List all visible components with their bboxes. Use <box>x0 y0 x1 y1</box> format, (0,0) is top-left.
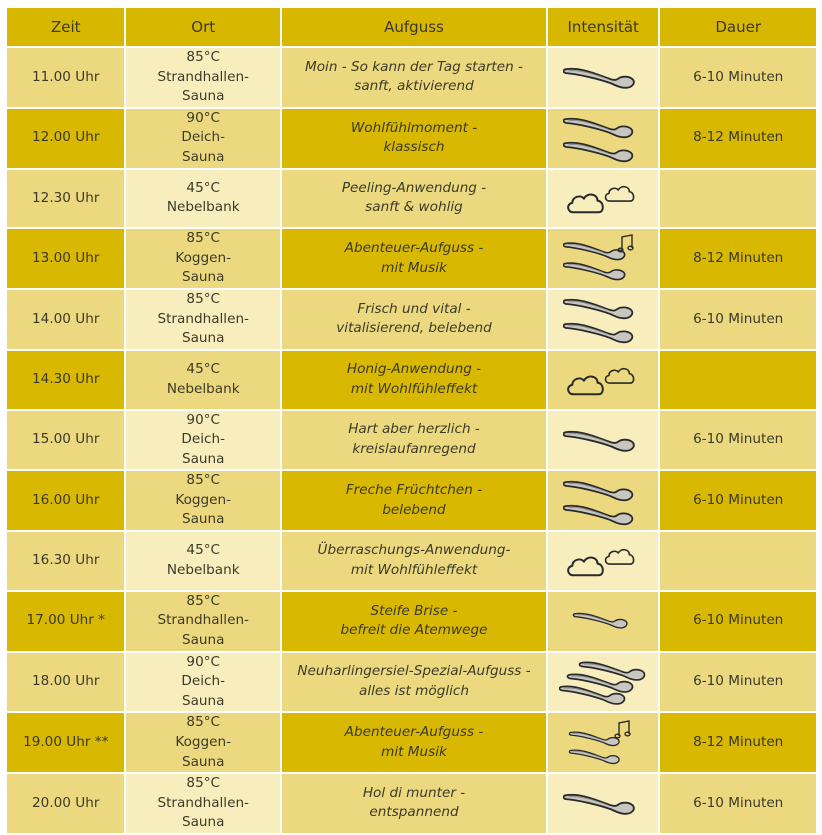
cell-zeit: 14.30 Uhr <box>7 351 124 409</box>
aufguss-line: Hart aber herzlich - <box>348 421 480 438</box>
table-row <box>7 592 816 651</box>
ort-line: 90°C <box>186 653 221 670</box>
cell-intensitaet <box>548 170 658 228</box>
cell-ort <box>126 774 280 833</box>
cell-zeit: 13.00 Uhr <box>7 229 124 288</box>
cell-intensitaet <box>548 229 658 288</box>
ort-line: 45°C <box>186 361 221 378</box>
ort-line: Nebelbank <box>166 561 240 578</box>
cell-ort <box>126 351 280 409</box>
cell-dauer: 6-10 Minuten <box>660 411 816 470</box>
one-spoon-icon <box>563 606 643 636</box>
one-spoon-icon <box>563 423 643 457</box>
cell-intensitaet <box>548 351 658 409</box>
clouds-icon <box>565 179 641 217</box>
cell-aufguss <box>282 229 546 288</box>
ort-line: 85°C <box>186 291 221 308</box>
cell-ort <box>126 653 280 712</box>
aufguss-line: befreit die Atemwege <box>340 622 488 639</box>
one-spoon-icon <box>563 786 643 820</box>
ort-line: Strandhallen- <box>157 310 249 327</box>
ort-line: Deich- <box>181 673 226 690</box>
aufguss-line: Neuharlingersiel-Spezial-Aufguss - <box>297 663 531 680</box>
cell-aufguss <box>282 471 546 530</box>
cell-aufguss <box>282 170 546 228</box>
aufguss-line: Honig-Anwendung - <box>346 361 482 378</box>
ort-line: Koggen- <box>175 491 232 508</box>
cell-zeit: 15.00 Uhr <box>7 411 124 470</box>
cell-ort <box>126 229 280 288</box>
two-spoons-icon <box>563 474 643 528</box>
schedule-body <box>7 48 816 833</box>
cell-aufguss <box>282 532 546 590</box>
ort-line: Sauna <box>181 148 225 165</box>
aufguss-line: Abenteuer-Aufguss - <box>344 240 484 257</box>
cell-dauer: 8-12 Minuten <box>660 229 816 288</box>
cell-ort <box>126 592 280 651</box>
ort-line: 85°C <box>186 49 221 65</box>
aufguss-line: Peeling-Anwendung - <box>341 179 487 196</box>
ort-line: 90°C <box>186 411 221 428</box>
cell-zeit: 19.00 Uhr ** <box>7 713 124 772</box>
ort-line: Sauna <box>181 269 225 286</box>
cell-ort <box>126 109 280 168</box>
ort-line: Sauna <box>181 631 225 648</box>
two-spoons-icon <box>563 292 643 346</box>
ort-line: 45°C <box>186 179 221 196</box>
header-dauer: Dauer <box>660 8 816 46</box>
aufguss-line: Abenteuer-Aufguss - <box>344 724 484 741</box>
cell-zeit: 20.00 Uhr <box>7 774 124 833</box>
header-aufguss: Aufguss <box>282 8 546 46</box>
cell-aufguss <box>282 653 546 712</box>
cell-aufguss <box>282 411 546 470</box>
ort-line: 85°C <box>186 775 221 792</box>
cell-intensitaet <box>548 471 658 530</box>
cell-dauer <box>660 532 816 590</box>
cell-ort <box>126 532 280 590</box>
ort-line: Strandhallen- <box>157 612 249 629</box>
cell-aufguss <box>282 109 546 168</box>
ort-line: Sauna <box>181 814 225 831</box>
cell-aufguss <box>282 713 546 772</box>
ort-line: Nebelbank <box>166 380 240 397</box>
cell-zeit: 12.30 Uhr <box>7 170 124 228</box>
cell-intensitaet <box>548 532 658 590</box>
table-row <box>7 774 816 833</box>
cell-zeit: 11.00 Uhr <box>7 48 124 107</box>
cell-zeit: 12.00 Uhr <box>7 109 124 168</box>
aufguss-line: vitalisierend, belebend <box>336 320 492 337</box>
two-spoons-icon <box>563 111 643 165</box>
table-row <box>7 411 816 470</box>
cell-dauer: 6-10 Minuten <box>660 592 816 651</box>
ort-line: Koggen- <box>175 733 232 750</box>
aufguss-line: Freche Früchtchen - <box>345 482 483 499</box>
header-ort: Ort <box>126 8 280 46</box>
cell-dauer <box>660 351 816 409</box>
clouds-icon <box>565 361 641 399</box>
cell-intensitaet <box>548 290 658 349</box>
cell-zeit: 17.00 Uhr * <box>7 592 124 651</box>
cell-intensitaet <box>548 592 658 651</box>
ort-line: Strandhallen- <box>157 68 249 85</box>
cell-dauer: 6-10 Minuten <box>660 774 816 833</box>
ort-line: Nebelbank <box>166 199 240 216</box>
cell-intensitaet <box>548 774 658 833</box>
header-zeit: Zeit <box>7 8 124 46</box>
table-row <box>7 471 816 530</box>
cell-dauer: 6-10 Minuten <box>660 48 816 107</box>
aufguss-line: kreislaufanregend <box>352 440 476 457</box>
table-row <box>7 713 816 772</box>
cell-zeit: 14.00 Uhr <box>7 290 124 349</box>
cell-aufguss <box>282 290 546 349</box>
cell-dauer: 8-12 Minuten <box>660 713 816 772</box>
cell-aufguss <box>282 592 546 651</box>
ort-line: Sauna <box>181 511 225 528</box>
clouds-icon <box>565 542 641 580</box>
cell-zeit: 16.30 Uhr <box>7 532 124 590</box>
aufguss-line: sanft, aktivierend <box>354 78 474 95</box>
ort-line: 85°C <box>186 230 221 247</box>
aufguss-line: mit Wohlfühleffekt <box>350 561 478 578</box>
one-spoon-icon <box>563 60 643 94</box>
ort-line: Sauna <box>181 330 225 347</box>
table-row <box>7 170 816 228</box>
aufguss-line: mit Wohlfühleffekt <box>350 380 478 397</box>
aufguss-line: Wohlfühlmoment - <box>350 119 478 136</box>
table-row <box>7 351 816 409</box>
ort-line: Sauna <box>181 753 225 770</box>
cell-intensitaet <box>548 653 658 712</box>
table-row <box>7 290 816 349</box>
aufguss-line: mit Musik <box>381 743 447 760</box>
ort-line: Strandhallen- <box>157 794 249 811</box>
aufguss-line: mit Musik <box>381 259 447 276</box>
aufguss-line: Frisch und vital - <box>357 300 471 317</box>
cell-ort <box>126 48 280 107</box>
ort-line: 45°C <box>186 542 221 559</box>
cell-intensitaet <box>548 109 658 168</box>
cell-ort <box>126 713 280 772</box>
table-row <box>7 109 816 168</box>
aufguss-line: Hol di munter - <box>362 784 466 801</box>
cell-dauer: 8-12 Minuten <box>660 109 816 168</box>
ort-line: Deich- <box>181 431 226 448</box>
table-row <box>7 653 816 712</box>
cell-aufguss <box>282 48 546 107</box>
cell-dauer: 6-10 Minuten <box>660 290 816 349</box>
ort-line: Sauna <box>181 450 225 467</box>
cell-intensitaet <box>548 411 658 470</box>
ort-line: Koggen- <box>175 249 232 266</box>
aufguss-line: belebend <box>382 501 446 518</box>
cell-zeit: 16.00 Uhr <box>7 471 124 530</box>
ort-line: 85°C <box>186 592 221 609</box>
cell-ort <box>126 411 280 470</box>
ort-line: Deich- <box>181 129 226 146</box>
two-spoons-music-icon <box>563 232 643 286</box>
sauna-schedule-table <box>5 6 818 835</box>
cell-dauer: 6-10 Minuten <box>660 653 816 712</box>
header-row <box>7 8 816 46</box>
aufguss-line: Steife Brise - <box>370 602 458 619</box>
cell-zeit: 18.00 Uhr <box>7 653 124 712</box>
aufguss-line: sanft & wohlig <box>365 199 463 216</box>
aufguss-line: alles ist möglich <box>358 682 469 699</box>
cell-intensitaet <box>548 713 658 772</box>
table-row <box>7 48 816 107</box>
ort-line: 85°C <box>186 714 221 731</box>
aufguss-line: entspannend <box>369 804 459 821</box>
cell-intensitaet <box>548 48 658 107</box>
cell-dauer <box>660 170 816 228</box>
table-row <box>7 229 816 288</box>
aufguss-line: Moin - So kann der Tag starten - <box>305 58 523 75</box>
ort-line: Sauna <box>181 88 225 105</box>
header-intensitaet: Intensität <box>548 8 658 46</box>
two-spoons-music-icon <box>563 716 643 770</box>
cell-aufguss <box>282 351 546 409</box>
cell-ort <box>126 471 280 530</box>
ort-line: Sauna <box>181 692 225 709</box>
table-row <box>7 532 816 590</box>
cell-dauer: 6-10 Minuten <box>660 471 816 530</box>
three-spoons-icon <box>559 655 647 709</box>
ort-line: 85°C <box>186 472 221 489</box>
aufguss-line: klassisch <box>383 139 445 156</box>
cell-ort <box>126 170 280 228</box>
cell-ort <box>126 290 280 349</box>
ort-line: 90°C <box>186 109 221 126</box>
aufguss-line: Überraschungs-Anwendung- <box>317 542 511 559</box>
cell-aufguss <box>282 774 546 833</box>
